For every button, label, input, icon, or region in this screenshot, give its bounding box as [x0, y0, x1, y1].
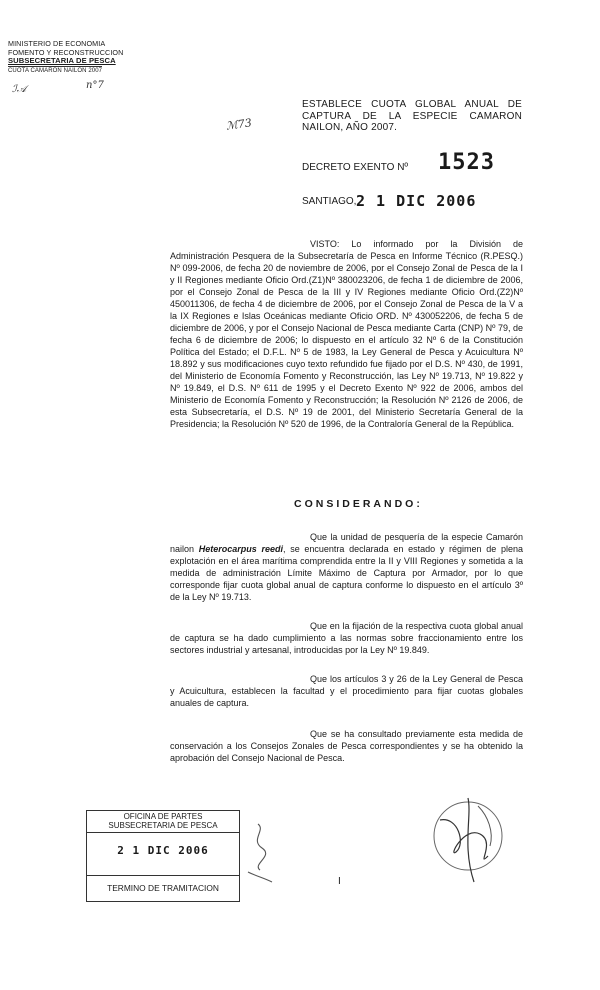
p1-text-a: Que la unidad de pesquería de la especie Camarón nailon	[170, 532, 523, 554]
visto-paragraph: VISTO: Lo informado por la División de Administración Pesquera de la Subsecretaría de Pesca en Informe Técnico (R.PESQ.) Nº 099-2006, de fecha 20 de noviembre de 2006, por el Consejo Zonal de Pesca de la I y II Regiones mediante Oficio Ord.(Z1)Nº 380023206, de fecha 1 de diciembre de 2006, por el Consejo Zonal de Pesca de la III y IV Regiones mediante Oficio Ord.(Z2)Nº 450011306, de fecha 4 de diciembre de 2006, por el Consejo Zonal de Pesca de la V a la IX Regiones e Islas Oceánicas mediante Oficio ORD. Nº 430052206, de fecha 5 de diciembre de 2006, y por el Consejo Nacional de Pesca mediante Carta (CNP) Nº 79, de fecha 6 de diciembre de 2006; lo dispuesto en el artículo 32 Nº 6 de la Constitución Política del Estado; el D.F.L. Nº 5 de 1983, la Ley General de Pesca y Acuicultura Nº 18.892 y sus modificaciones cuyo texto refundido fue fijado por el D.S. Nº 430, de 1991, del Ministerio de Economía Fomento y Reconstrucción, las Ley Nº 19.713, Nº 19.822 y Nº 19.849, el D.S. Nº 611 de 1995 y el Decreto Exento Nº 922 de 2006, ambos del Ministerio de Economía Fomento y Reconstrucción; la Resolución Nº 2126 de 2006, de esta Subsecretaría, el D.S. Nº 19 de 2001, del Ministerio Secretaría General de la Presidencia; la Resolución Nº 520 de 1996, de la Contraloría General de la República.	[170, 239, 523, 429]
letterhead	[8, 40, 158, 75]
species-name: Heterocarpus reedi	[198, 544, 283, 554]
decree-title: ESTABLECE CUOTA GLOBAL ANUAL DE CAPTURA DE LA ESPECIE CAMARON NAILON, AÑO 2007.	[302, 99, 522, 134]
stamp-office: OFICINA DE PARTES	[123, 812, 203, 821]
decree-number: 1523	[438, 150, 495, 175]
letterhead-ministry-sub: FOMENTO Y RECONSTRUCCION	[8, 47, 124, 57]
considerando-paragraph-2: Que en la fijación de la respectiva cuota global anual de captura se ha dado cumplimiento a las normas sobre fraccionamiento entre los sectores industrial y artesanal, introducidas por la Ley Nº 19.849.	[170, 621, 523, 655]
handwritten-initials: ℐ𝒜	[12, 84, 27, 95]
place-label: SANTIAGO,	[302, 196, 357, 207]
stamp-subsecretaria: SUBSECRETARIA DE PESCA	[108, 821, 218, 830]
handwritten-number: n°7	[86, 80, 104, 91]
considerando-paragraph-1	[170, 531, 523, 603]
letterhead-subsecretaria: SUBSECRETARIA DE PESCA	[8, 56, 116, 66]
handwritten-note: ℳ73	[225, 116, 253, 133]
considerando-paragraph-3: Que los artículos 3 y 26 de la Ley General de Pesca y Acuicultura, establecen la facultad y el procedimiento para fijar cuotas globales anuales de captura.	[170, 674, 523, 708]
decree-label: DECRETO EXENTO Nº	[302, 162, 409, 173]
letterhead-division: CUOTA CAMARON NAILON 2007	[8, 67, 103, 74]
stamp-divider	[87, 832, 239, 833]
stamp-status: TERMINO DE TRAMITACION	[107, 883, 219, 893]
office-stamp	[86, 810, 240, 902]
signature-scribble	[240, 820, 280, 890]
p1-text-b: , se encuentra declarada en estado y régimen de plena explotación en el área marítima comprendida entre la II y VIII Regiones y sometida a la medida de administración Límite Máximo de Captura por Armador, por lo que corresponde fijar cuota global anual de captura conforme lo dispuesto en el artículo 3º de la Ley Nº 19.713.	[170, 544, 523, 602]
considerando-paragraph-4: Que se ha consultado previamente esta medida de conservación a los Consejos Zonales de Pesca correspondientes y se ha obtenido la aprobación del Consejo Nacional de Pesca.	[170, 729, 523, 763]
considerando-heading: CONSIDERANDO:	[294, 498, 423, 510]
letterhead-ministry: MINISTERIO DE ECONOMIA	[8, 39, 106, 48]
stamp-date: 2 1 DIC 2006	[117, 844, 209, 857]
official-seal-icon	[418, 786, 518, 896]
decree-date: 2 1 DIC 2006	[356, 192, 477, 210]
margin-tick: I	[338, 876, 341, 887]
stamp-divider	[87, 875, 239, 876]
